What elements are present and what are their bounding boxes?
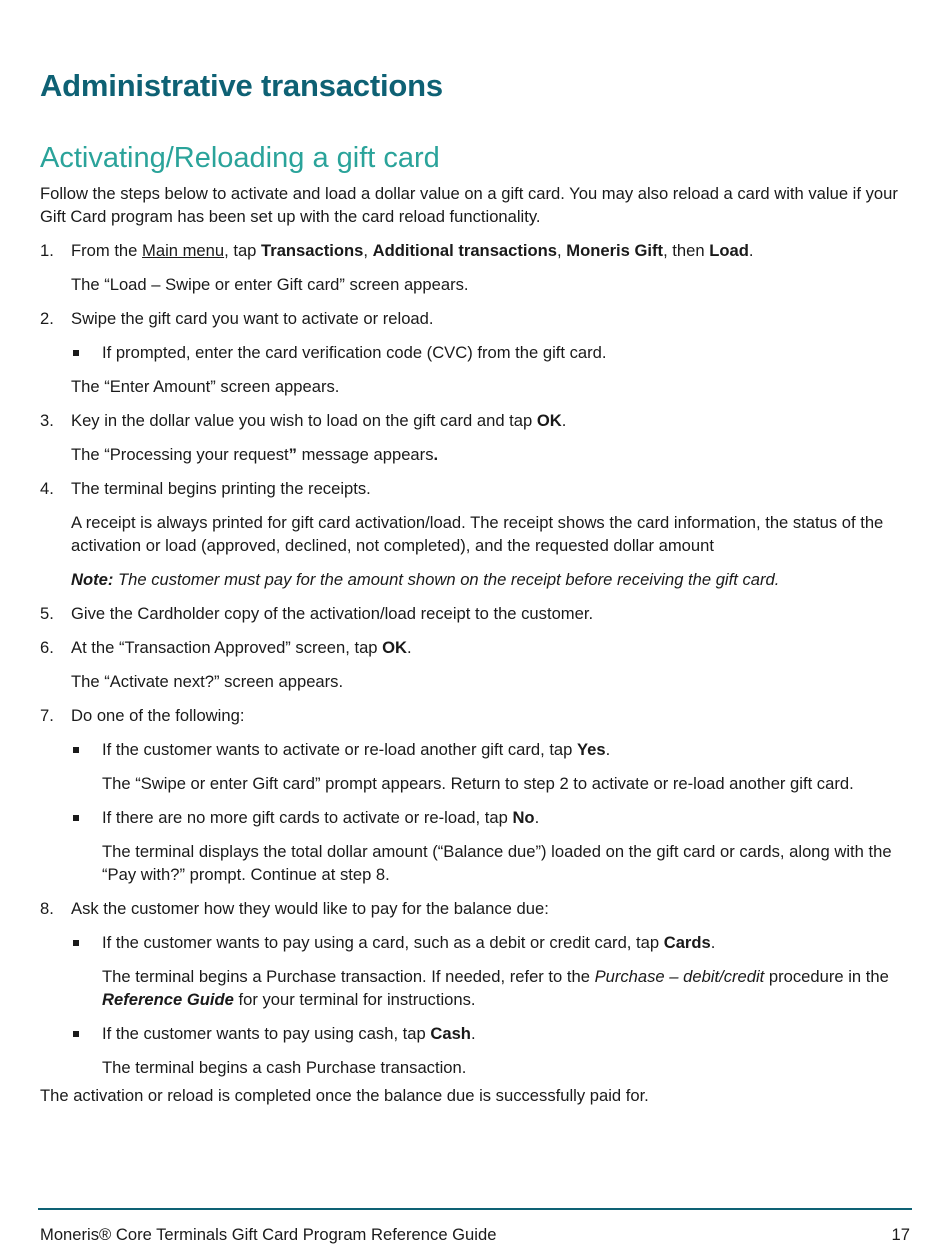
step-7-bullet-2 [40,806,915,829]
bullet-square-icon [73,815,79,821]
bold-cash: Cash [430,1024,471,1043]
main-menu-link[interactable]: Main menu [142,241,225,260]
step-text: , tap [224,241,262,260]
step-text: . [748,241,754,260]
step-text: Key in the dollar value you wish to load on the gift card and tap [71,411,537,430]
step-7-bullet-1 [40,738,915,761]
step-text: At the “Transaction Approved” screen, tap [71,638,383,657]
step-text: The terminal begins printing the receipts. [71,479,371,498]
step-6 [40,636,915,659]
bullet-square-icon [73,1031,79,1037]
step-5 [40,602,915,625]
step-2-bullet [40,341,915,364]
footer-divider [38,1208,912,1210]
result-text: procedure in the [764,967,889,986]
bullet-text: If the customer wants to pay using a card, such as a debit or credit card, tap [102,933,664,952]
page-heading: Administrative transactions [40,68,443,103]
bullet-text: . [470,1024,476,1043]
step-8 [40,897,915,920]
note-text: The customer must pay for the amount shown on the receipt before receiving the gift card. [113,570,780,589]
bold-ok: OK [536,411,562,430]
bullet-square-icon [73,940,79,946]
bold-additional-transactions: Additional transactions [372,241,558,260]
bold-yes: Yes [577,740,606,759]
bold-ok: OK [382,638,408,657]
bold-italic-reference-guide: Reference Guide [102,990,234,1009]
note-label: Note: [71,570,114,589]
bullet-square-icon [73,350,79,356]
step-text: Swipe the gift card you want to activate or reload. [71,309,434,328]
bullet-text: If the customer wants to pay using cash, tap [102,1024,431,1043]
step-text: . [407,638,412,657]
section-heading: Activating/Reloading a gift card [40,142,440,174]
result-text: for your terminal for instructions. [233,990,476,1009]
step-7 [40,704,915,727]
step-number: 8. [40,899,54,918]
step-number: 5. [40,604,54,623]
bullet-text: . [605,740,611,759]
step-3-result [40,443,915,466]
page-number: 17 [891,1225,910,1244]
step-1-result: The “Load – Swipe or enter Gift card” screen appears. [71,275,469,294]
step-number: 6. [40,638,54,657]
step-text: , [363,241,373,260]
step-number: 4. [40,479,54,498]
step-8-bullet-2 [40,1022,915,1045]
italic-purchase-procedure: Purchase – debit/credit [594,967,765,986]
step-text: Do one of the following: [71,706,245,725]
step-4-note [40,568,915,591]
step-8-bullet-2-result: The terminal begins a cash Purchase transaction. [102,1058,467,1077]
step-2 [40,307,915,330]
bold-cards: Cards [663,933,711,952]
result-text: The terminal begins a Purchase transaction. If needed, refer to the [102,967,595,986]
step-8-bullet-1-result [40,965,915,1011]
step-2-result: The “Enter Amount” screen appears. [71,377,340,396]
step-text: , then [663,241,710,260]
closing-paragraph: The activation or reload is completed once the balance due is successfully paid for. [40,1086,649,1105]
bullet-text: If prompted, enter the card verification code (CVC) from the gift card. [102,343,607,362]
step-3 [40,409,915,432]
step-4 [40,477,915,500]
bold-period: . [433,445,439,464]
step-text: Ask the customer how they would like to pay for the balance due: [71,899,549,918]
step-text: From the [71,241,143,260]
step-number: 1. [40,241,54,260]
bullet-text: If there are no more gift cards to activate or re-load, tap [102,808,513,827]
step-8-bullet-1 [40,931,915,954]
step-text: , [557,241,567,260]
bullet-text: If the customer wants to activate or re-load another gift card, tap [102,740,578,759]
bold-moneris-gift: Moneris Gift [566,241,664,260]
step-4-detail: A receipt is always printed for gift card activation/load. The receipt shows the card information, the status of the activation or load (approved, declined, not completed), and the requested dollar amount [71,513,884,555]
step-6-result: The “Activate next?” screen appears. [71,672,344,691]
step-text: Give the Cardholder copy of the activation/load receipt to the customer. [71,604,594,623]
bold-load: Load [709,241,749,260]
step-7-bullet-1-result: The “Swipe or enter Gift card” prompt appears. Return to step 2 to activate or re-load another gift card. [102,774,854,793]
footer-title: Moneris® Core Terminals Gift Card Program Reference Guide [40,1225,497,1244]
result-text: message appears [296,445,434,464]
intro-paragraph: Follow the steps below to activate and load a dollar value on a gift card. You may also reload a card with value if your Gift Card program has been set up with the card reload functionality. [40,184,898,226]
bold-transactions: Transactions [261,241,364,260]
section-body [40,182,915,1107]
bullet-text: . [710,933,716,952]
bullet-square-icon [73,747,79,753]
step-number: 3. [40,411,54,430]
step-7-bullet-2-result: The terminal displays the total dollar amount (“Balance due”) loaded on the gift card or cards, along with the “Pay with?” prompt. Continue at step 8. [102,842,892,884]
bold-quote: ” [288,445,297,464]
bold-no: No [512,808,535,827]
step-number: 7. [40,706,54,725]
step-text: . [561,411,567,430]
bullet-text: . [534,808,540,827]
result-text: The “Processing your request [71,445,289,464]
step-number: 2. [40,309,54,328]
step-1 [40,239,915,262]
